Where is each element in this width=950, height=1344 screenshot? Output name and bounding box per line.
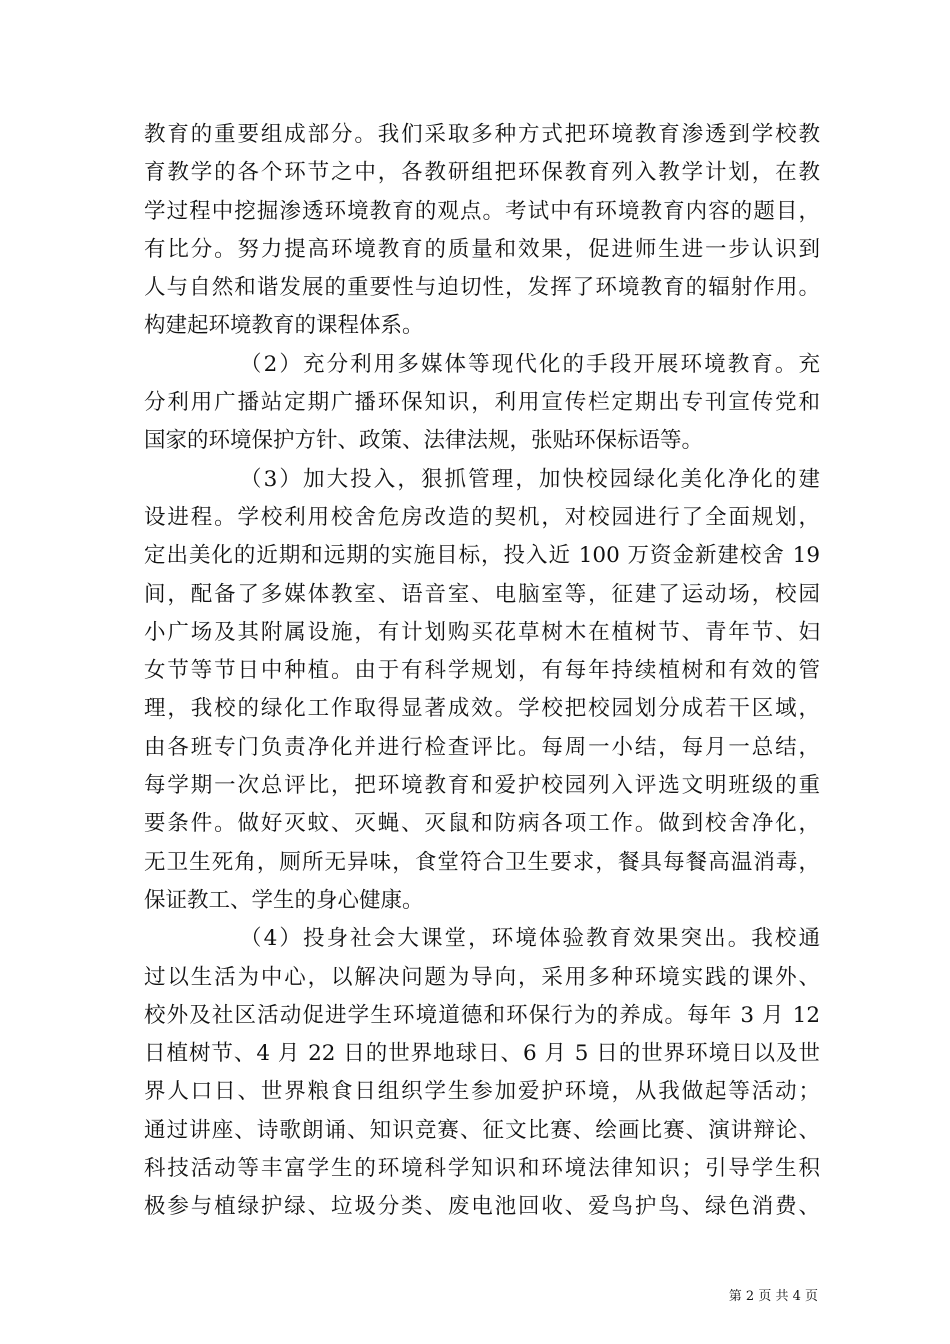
- text-line: 设进程。学校利用校舍危房改造的契机，对校园进行了全面规划，: [144, 504, 820, 530]
- text-line: 每学期一次总评比，把环境教育和爱护校园列入评选文明班级的重: [144, 773, 820, 799]
- text-line: 学过程中挖掘渗透环境教育的观点。考试中有环境教育内容的题目，: [144, 198, 820, 224]
- text-line: 日植树节、4 月 22 日的世界地球日、6 月 5 日的世界环境日以及世: [144, 1041, 820, 1067]
- text-line: 女节等节日中种植。由于有科学规划，有每年持续植树和有效的管: [144, 658, 820, 684]
- text-line: 育教学的各个环节之中，各教研组把环保教育列入教学计划，在教: [144, 160, 820, 186]
- text-line: 无卫生死角，厕所无异味，食堂符合卫生要求，餐具每餐高温消毒，: [144, 849, 820, 875]
- text-line: 小广场及其附属设施，有计划购买花草树木在植树节、青年节、妇: [144, 619, 820, 645]
- text-line: 间，配备了多媒体教室、语音室、电脑室等，征建了运动场，校园: [144, 581, 820, 607]
- text-line: 人与自然和谐发展的重要性与迫切性，发挥了环境教育的辐射作用。: [144, 275, 820, 301]
- text-line: 定出美化的近期和远期的实施目标，投入近 100 万资金新建校舍 19: [144, 543, 820, 569]
- text-line: 通过讲座、诗歌朗诵、知识竞赛、征文比赛、绘画比赛、演讲辩论、: [144, 1117, 820, 1143]
- paragraph-4-heading-line: （4）投身社会大课堂，环境体验教育效果突出。我校通: [240, 926, 820, 952]
- text-line: 科技活动等丰富学生的环境科学知识和环境法律知识；引导学生积: [144, 1156, 820, 1182]
- text-line: 校外及社区活动促进学生环境道德和环保行为的养成。每年 3 月 12: [144, 1002, 820, 1028]
- paragraph-2-heading-line: （2）充分利用多媒体等现代化的手段开展环境教育。充: [240, 351, 820, 377]
- text-line: 界人口日、世界粮食日组织学生参加爱护环境，从我做起等活动；: [144, 1079, 820, 1105]
- text-line: 极参与植绿护绿、垃圾分类、废电池回收、爱鸟护鸟、绿色消费、: [144, 1194, 820, 1220]
- text-line: 保证教工、学生的身心健康。: [144, 887, 424, 913]
- text-line: 由各班专门负责净化并进行检查评比。每周一小结，每月一总结，: [144, 734, 820, 760]
- text-line: 国家的环境保护方针、政策、法律法规，张贴环保标语等。: [144, 428, 704, 454]
- page-number-footer: 第 2 页 共 4 页: [728, 1289, 818, 1304]
- text-line: 教育的重要组成部分。我们采取多种方式把环境教育渗透到学校教: [144, 122, 820, 147]
- body-text: [144, 116, 820, 1227]
- text-line: 分利用广播站定期广播环保知识，利用宣传栏定期出专刊宣传党和: [144, 390, 820, 416]
- text-line: 过以生活为中心，以解决问题为导向，采用多种环境实践的课外、: [144, 964, 820, 990]
- text-line: 有比分。努力提高环境教育的质量和效果，促进师生进一步认识到: [144, 236, 820, 262]
- text-line: 构建起环境教育的课程体系。: [144, 313, 424, 339]
- paragraph-3-heading-line: （3）加大投入，狠抓管理，加快校园绿化美化净化的建: [240, 466, 820, 492]
- text-line: 要条件。做好灭蚊、灭蝇、灭鼠和防病各项工作。做到校舍净化，: [144, 811, 820, 837]
- text-line: 理，我校的绿化工作取得显著成效。学校把校园划分成若干区域，: [144, 696, 820, 722]
